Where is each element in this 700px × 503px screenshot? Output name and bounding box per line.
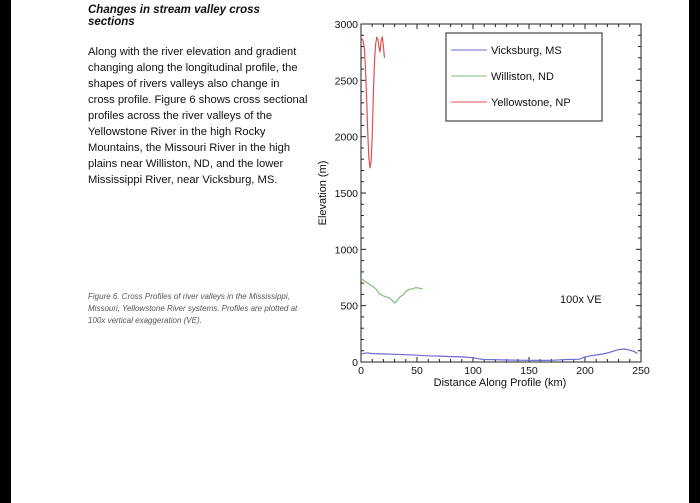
section-heading: Changes in stream valley cross sections bbox=[88, 4, 260, 28]
body-paragraph: Along with the river elevation and gradient changing along the longitudinal profile, the shapes of rivers valleys also change in cross profile. Figure 6 shows cross sectional profiles across the river valleys of the Yellowstone River in the high Rocky Mountains, the Missouri River in the high plains near Williston, ND, and the lower Mississippi River, near Vicksburg, MS. bbox=[88, 46, 308, 186]
legend-entry-williston: Williston, ND bbox=[491, 71, 554, 83]
y-tick-label: 2500 bbox=[334, 75, 358, 88]
series-line-yellowstone-np bbox=[361, 36, 385, 168]
x-tick-label: 50 bbox=[411, 365, 423, 377]
legend-entry-vicksburg: Vicksburg, MS bbox=[491, 45, 562, 57]
x-tick-label: 0 bbox=[358, 365, 364, 377]
x-tick-label: 100 bbox=[464, 365, 482, 377]
y-tick-label: 2000 bbox=[334, 131, 358, 144]
x-tick-label: 200 bbox=[576, 365, 594, 377]
y-tick-label: 3000 bbox=[334, 19, 358, 31]
series-line-williston-nd bbox=[361, 279, 423, 303]
y-tick-label: 1000 bbox=[334, 244, 358, 257]
x-axis-label: Distance Along Profile (km) bbox=[433, 377, 567, 389]
y-axis-label: Elevation (m) bbox=[317, 160, 329, 226]
x-tick-label: 150 bbox=[520, 365, 538, 377]
legend bbox=[446, 33, 602, 121]
series-line-vicksburg-ms bbox=[361, 349, 638, 360]
y-tick-label: 500 bbox=[340, 300, 358, 313]
ve-annotation: 100x VE bbox=[560, 294, 602, 306]
y-tick-label: 1500 bbox=[334, 188, 358, 200]
figure-caption: Figure 6. Cross Profiles of river valleys in the Mississippi, Missouri, Yellowstone River systems. Profiles are plotted at 100x vertical exaggeration (VE). bbox=[88, 292, 298, 325]
x-tick-label: 250 bbox=[632, 365, 650, 377]
y-tick-label: 0 bbox=[352, 357, 358, 369]
legend-entry-yellowstone: Yellowstone, NP bbox=[491, 97, 571, 109]
